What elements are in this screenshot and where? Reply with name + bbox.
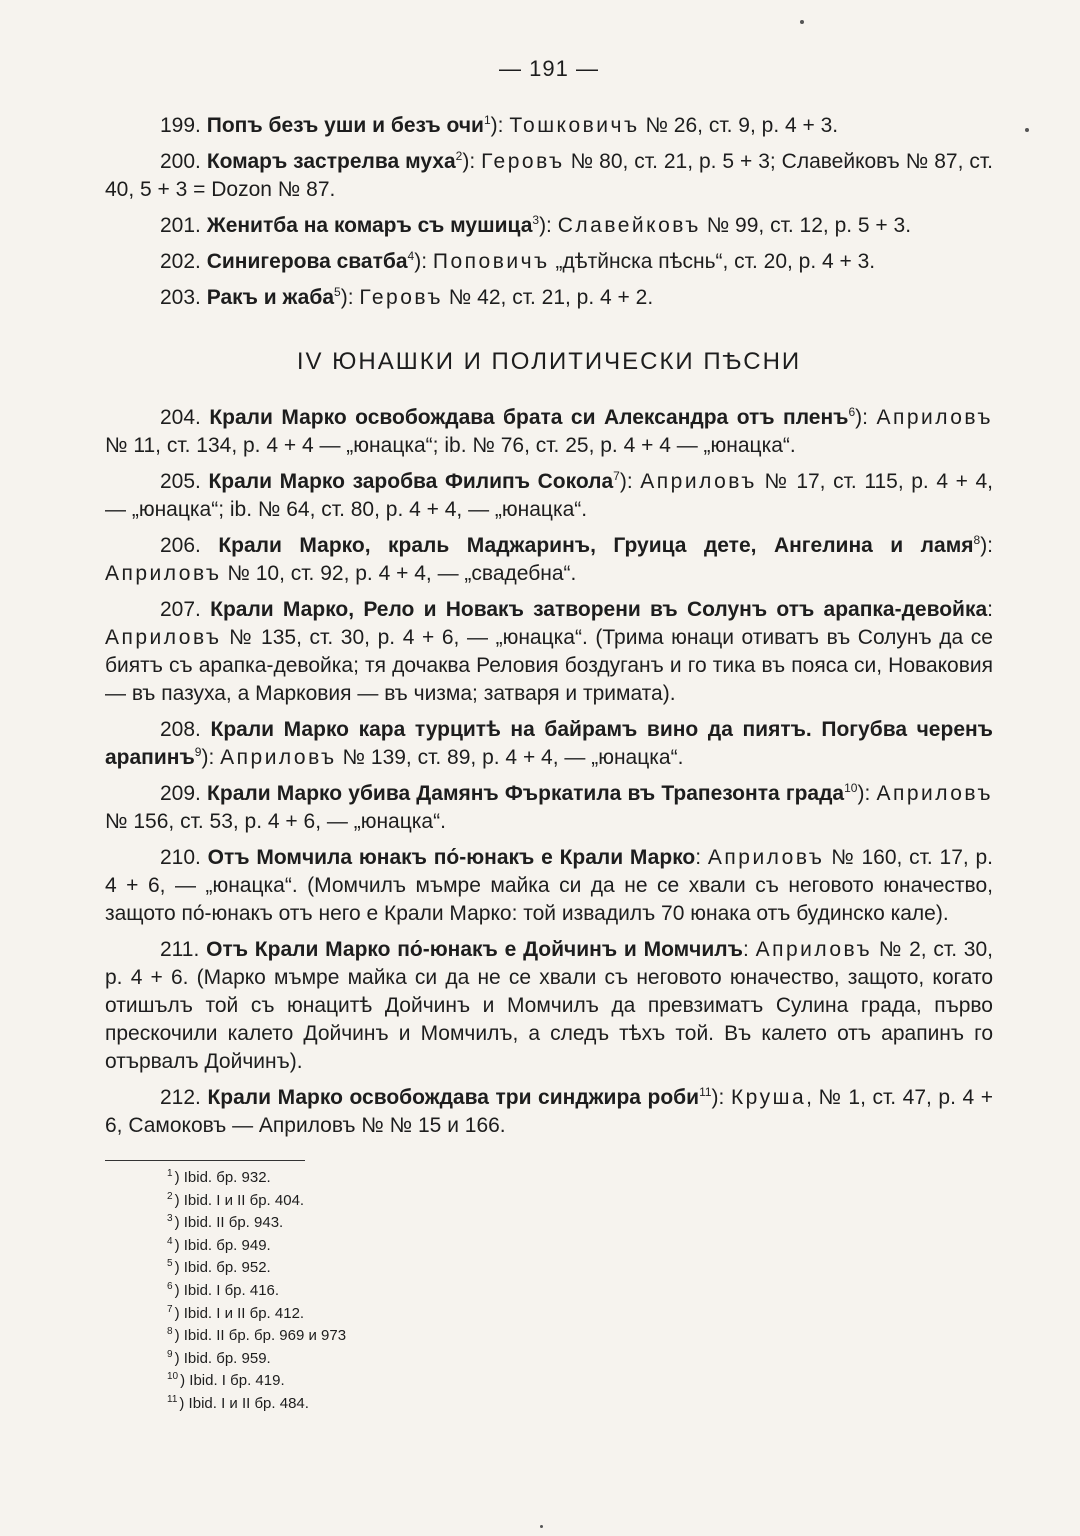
entry-title: Крали Марко кара турцитѣ на байрамъ вино да пиятъ. Погубва черенъ арапинъ <box>105 718 993 769</box>
section-heading: IV ЮНАШКИ И ПОЛИТИЧЕСКИ ПѢСНИ <box>296 348 802 375</box>
entry-number: 201. <box>160 214 201 237</box>
footnote-text: ) Ibid. I и II бр. 412. <box>174 1304 305 1322</box>
speck-mark <box>540 1525 543 1528</box>
entry-title: Попъ безъ уши и безъ очи <box>206 114 484 137</box>
footnote-text: ) Ibid. I бр. 419. <box>180 1372 285 1390</box>
entry-number: 202. <box>160 250 201 273</box>
footnote <box>167 1370 993 1393</box>
footnote-ref: 1 <box>483 113 491 127</box>
footnote-text: ) Ibid. бр. 932. <box>174 1169 271 1186</box>
entry-number: 200. <box>160 150 201 173</box>
footnote-mark: 4 <box>167 1235 173 1247</box>
footnote <box>167 1257 993 1280</box>
entry <box>105 1084 993 1140</box>
footnote <box>167 1167 993 1190</box>
entry <box>105 716 993 772</box>
entry-title: Ракъ и жаба <box>206 286 335 309</box>
entry-colon: : <box>695 846 702 869</box>
entry-title: Синигерова сватба <box>206 250 408 273</box>
entry-source: Априловъ <box>640 470 757 493</box>
entry-rest: № 2, ст. 30, р. 4 + 6. (Марко мъмре майка си да не се хвали съ неговото юначество, защото, когато отишълъ той съ юнацитѣ Дойчинъ и Момчилъ да превзиматъ Сулина града, първо прескочили калето Дойчинъ и Момчилъ, а следъ тѣхъ той. Въ калето отъ арапинъ го отървалъ Дойчинъ). <box>105 938 993 1073</box>
entry-number: 203. <box>160 286 201 309</box>
entry-colon: : <box>987 598 994 621</box>
entry <box>105 404 993 460</box>
footnote-text: ) Ibid. I бр. 416. <box>174 1281 280 1299</box>
entry-source: Априловъ <box>220 746 337 769</box>
footnote <box>167 1303 993 1326</box>
footnote-mark: 10 <box>167 1371 179 1383</box>
entry-rest: № 160, ст. 17, р. 4 + 6, — „юнацка“. (Момчилъ мъмре майка си да не се хвали съ неговото юначество, защото по́-юнакъ отъ него е Крали Марко: той извадилъ 70 юнака отъ будинско кале). <box>105 846 993 925</box>
entry-source: Априловъ <box>105 626 222 649</box>
entry-source: Тошковичъ <box>509 114 640 137</box>
footnote <box>167 1212 993 1235</box>
entry-number: 207. <box>160 598 201 621</box>
footnote <box>167 1280 993 1303</box>
entry <box>105 936 993 1076</box>
entry-source: Геровъ <box>481 150 565 173</box>
speck-mark <box>800 20 804 24</box>
entry-source: Славейковъ <box>557 214 701 237</box>
entry-source: Геровъ <box>359 286 443 309</box>
page <box>105 50 993 1416</box>
entry-number: 199. <box>160 114 201 137</box>
entry-source: Априловъ <box>755 938 873 961</box>
entry-colon: ): <box>539 214 552 237</box>
entry-number: 212. <box>160 1086 201 1109</box>
entry-number: 211. <box>160 938 200 961</box>
entry-title: Крали Марко освобождава три синджира роби <box>207 1086 700 1109</box>
footnote <box>167 1393 993 1416</box>
entry-rest: № 17, ст. 115, р. 4 + 4, — „юнацка“; ib. № 64, ст. 80, р. 4 + 4, — „юнацка“. <box>105 470 994 521</box>
entry-title: Крали Марко убива Дамянъ Фъркатила въ Трапезонта града <box>207 782 845 805</box>
entry <box>105 844 993 928</box>
footnote-text: ) Ibid. II бр. бр. 969 и 973 <box>174 1327 347 1345</box>
footnote <box>167 1235 993 1258</box>
footnote-divider <box>105 1160 305 1161</box>
entry-title: Крали Марко, Рело и Новакъ затворени въ Солунъ отъ арапка-девойка <box>210 598 988 621</box>
footnote-ref: 11 <box>699 1085 712 1099</box>
entry <box>105 284 993 312</box>
entry-number: 205. <box>160 470 201 493</box>
entry-source: Априловъ <box>876 782 993 805</box>
entry-rest: № 26, ст. 9, р. 4 + 3. <box>639 114 839 137</box>
entry-rest: № 156, ст. 53, р. 4 + 6, — „юнацка“. <box>105 810 446 833</box>
entry <box>105 248 993 276</box>
entry-rest: № 11, ст. 134, р. 4 + 4 — „юнацка“; ib. № 76, ст. 25, р. 4 + 4 — „юнацка“. <box>105 434 796 457</box>
footnote <box>167 1325 993 1348</box>
footnote-ref: 7 <box>613 469 620 483</box>
entry-title: Женитба на комаръ съ мушица <box>206 214 533 237</box>
speck-mark <box>1025 128 1029 132</box>
entry <box>105 212 993 240</box>
entry-rest: № 139, ст. 89, р. 4 + 4, — „юнацка“. <box>336 746 684 769</box>
entry-title: Отъ Крали Марко по́-юнакъ е Дойчинъ и Момчилъ <box>206 938 743 961</box>
entry-number: 206. <box>160 534 201 557</box>
entry-colon: ): <box>490 114 504 137</box>
footnote-mark: 7 <box>167 1303 173 1315</box>
footnote-ref: 6 <box>848 405 856 419</box>
entry-title: Отъ Момчила юнакъ по́-юнакъ е Крали Марко <box>207 846 696 869</box>
entry-title: Крали Марко освобождава брата си Александра отъ пленъ <box>209 406 849 429</box>
entries-after <box>105 404 993 1140</box>
footnote-mark: 2 <box>167 1190 173 1202</box>
entry-colon: ): <box>340 286 354 309</box>
entry <box>105 148 993 204</box>
entry-colon: ): <box>857 782 871 805</box>
entry <box>105 112 993 140</box>
footnote-mark: 11 <box>167 1393 178 1405</box>
footnote-text: ) Ibid. I и II бр. 484. <box>179 1394 309 1412</box>
entry-rest: № 10, ст. 92, р. 4 + 4, — „свадебна“. <box>221 562 577 585</box>
entry-colon: ): <box>619 470 633 493</box>
entry-rest: № 135, ст. 30, р. 4 + 6, — „юнацка“. (Трима юнаци отиватъ въ Солунъ да се биятъ съ арапка-девойка; тя дочаква Реловия боздуганъ и го тика въ пояса си, Новаковия — въ пазуха, а Марковия — въ чизма; затваря и тримата). <box>105 626 993 705</box>
footnotes <box>167 1167 993 1416</box>
entry-rest: , № 1, ст. 47, р. 4 + 6, Самоковъ — Априловъ № № 15 и 166. <box>105 1086 994 1137</box>
footnote-ref: 9 <box>194 745 202 759</box>
entry <box>105 780 993 836</box>
entry-colon: ): <box>980 534 994 557</box>
entry-title: Комаръ застрелва муха <box>206 150 456 173</box>
footnote-mark: 6 <box>167 1280 173 1292</box>
entry-rest: № 99, ст. 12, р. 5 + 3. <box>700 214 912 237</box>
entry-number: 210. <box>160 846 201 869</box>
entry-colon: ): <box>855 406 868 429</box>
entry <box>105 468 993 524</box>
entry-colon: ): <box>462 150 476 173</box>
footnote-ref: 2 <box>455 149 463 163</box>
footnote-mark: 3 <box>167 1213 173 1225</box>
footnote-mark: 5 <box>167 1258 173 1270</box>
entry-colon: : <box>742 938 749 961</box>
footnote-text: ) Ibid. бр. 952. <box>174 1259 271 1277</box>
footnote-text: ) Ibid. бр. 959. <box>174 1349 271 1367</box>
entry-colon: ): <box>711 1086 725 1109</box>
entry <box>105 596 993 708</box>
footnote <box>167 1190 993 1213</box>
entry <box>105 532 993 588</box>
footnote <box>167 1348 993 1371</box>
page-number: — 191 — <box>499 56 599 81</box>
footnote-text: ) Ibid. I и II бр. 404. <box>174 1191 305 1209</box>
entry-source: Поповичъ <box>432 250 550 273</box>
footnote-mark: 9 <box>167 1348 173 1360</box>
entry-title: Крали Марко заробва Филипъ Сокола <box>208 470 614 493</box>
entry-colon: ): <box>414 250 428 273</box>
entry-number: 204. <box>160 406 201 429</box>
entry-rest: „дѣтйнска пѣснь“, ст. 20, р. 4 + 3. <box>549 250 876 273</box>
footnote-ref: 3 <box>532 213 540 227</box>
footnote-ref: 5 <box>334 285 341 299</box>
entry-colon: ): <box>201 746 215 769</box>
entry-rest: № 42, ст. 21, р. 4 + 2. <box>442 286 654 309</box>
footnote-ref: 8 <box>973 533 981 547</box>
footnote-text: ) Ibid. бр. 949. <box>174 1236 271 1254</box>
entry-number: 208. <box>160 718 201 741</box>
entry-number: 209. <box>160 782 201 805</box>
entry-source: Априловъ <box>105 562 222 585</box>
footnote-ref: 4 <box>407 249 415 263</box>
footnote-text: ) Ibid. II бр. 943. <box>174 1214 284 1232</box>
entry-source: Априловъ <box>876 406 993 429</box>
entry-source: Круша <box>730 1086 807 1109</box>
entries-before <box>105 112 993 312</box>
entry-title: Крали Марко, краль Маджаринъ, Груица дете, Ангелина и ламя <box>218 534 974 557</box>
footnote-mark: 8 <box>167 1326 173 1338</box>
entry-source: Априловъ <box>707 846 825 869</box>
footnote-mark: 1 <box>167 1168 173 1179</box>
footnote-ref: 10 <box>844 781 858 795</box>
entry-rest: № 80, ст. 21, р. 5 + 3; Славейковъ № 87, ст. 40, 5 + 3 = Dozon № 87. <box>105 150 993 201</box>
